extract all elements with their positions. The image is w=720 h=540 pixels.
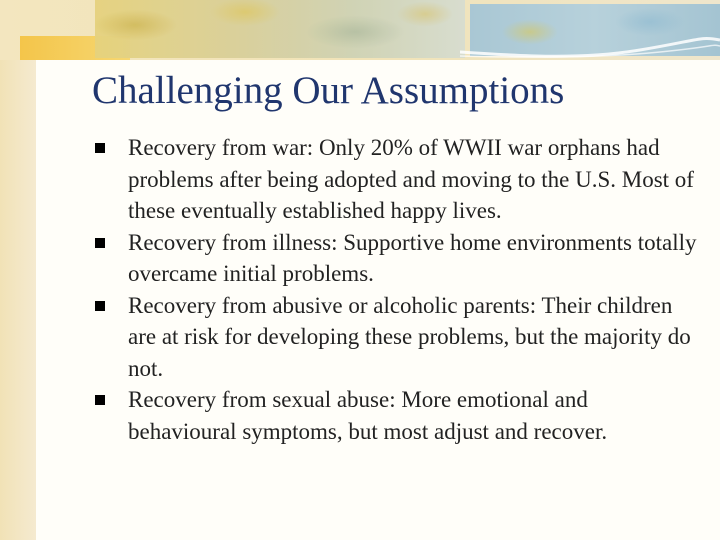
square-bullet-icon [92, 384, 128, 416]
bullet-text: Recovery from war: Only 20% of WWII war orphans had problems after being adopted and moving to the U.S. Most of these eventually established happy lives. [128, 135, 694, 223]
decorative-banner [0, 0, 720, 60]
bullet-text: Recovery from abusive or alcoholic parents: Their children are at risk for developing these problems, but the majority do not. [128, 292, 691, 381]
bullet-item [92, 290, 702, 385]
bullet-text: Recovery from sexual abuse: More emotional and behavioural symptoms, but most adjust and recover. [128, 387, 608, 444]
square-bullet-icon [92, 290, 128, 322]
banner-leaves-image [95, 0, 465, 58]
bullet-item [92, 227, 702, 290]
bullet-text: Recovery from illness: Supportive home environments totally overcame initial problems. [128, 229, 697, 286]
slide-title: Challenging Our Assumptions [92, 69, 565, 112]
bullet-item [92, 132, 702, 227]
left-border-strip [0, 60, 36, 540]
bullet-list [92, 132, 702, 447]
square-bullet-icon [92, 227, 128, 259]
square-bullet-icon [92, 132, 128, 164]
bullet-item [92, 384, 702, 447]
banner-swash-line [460, 30, 720, 60]
